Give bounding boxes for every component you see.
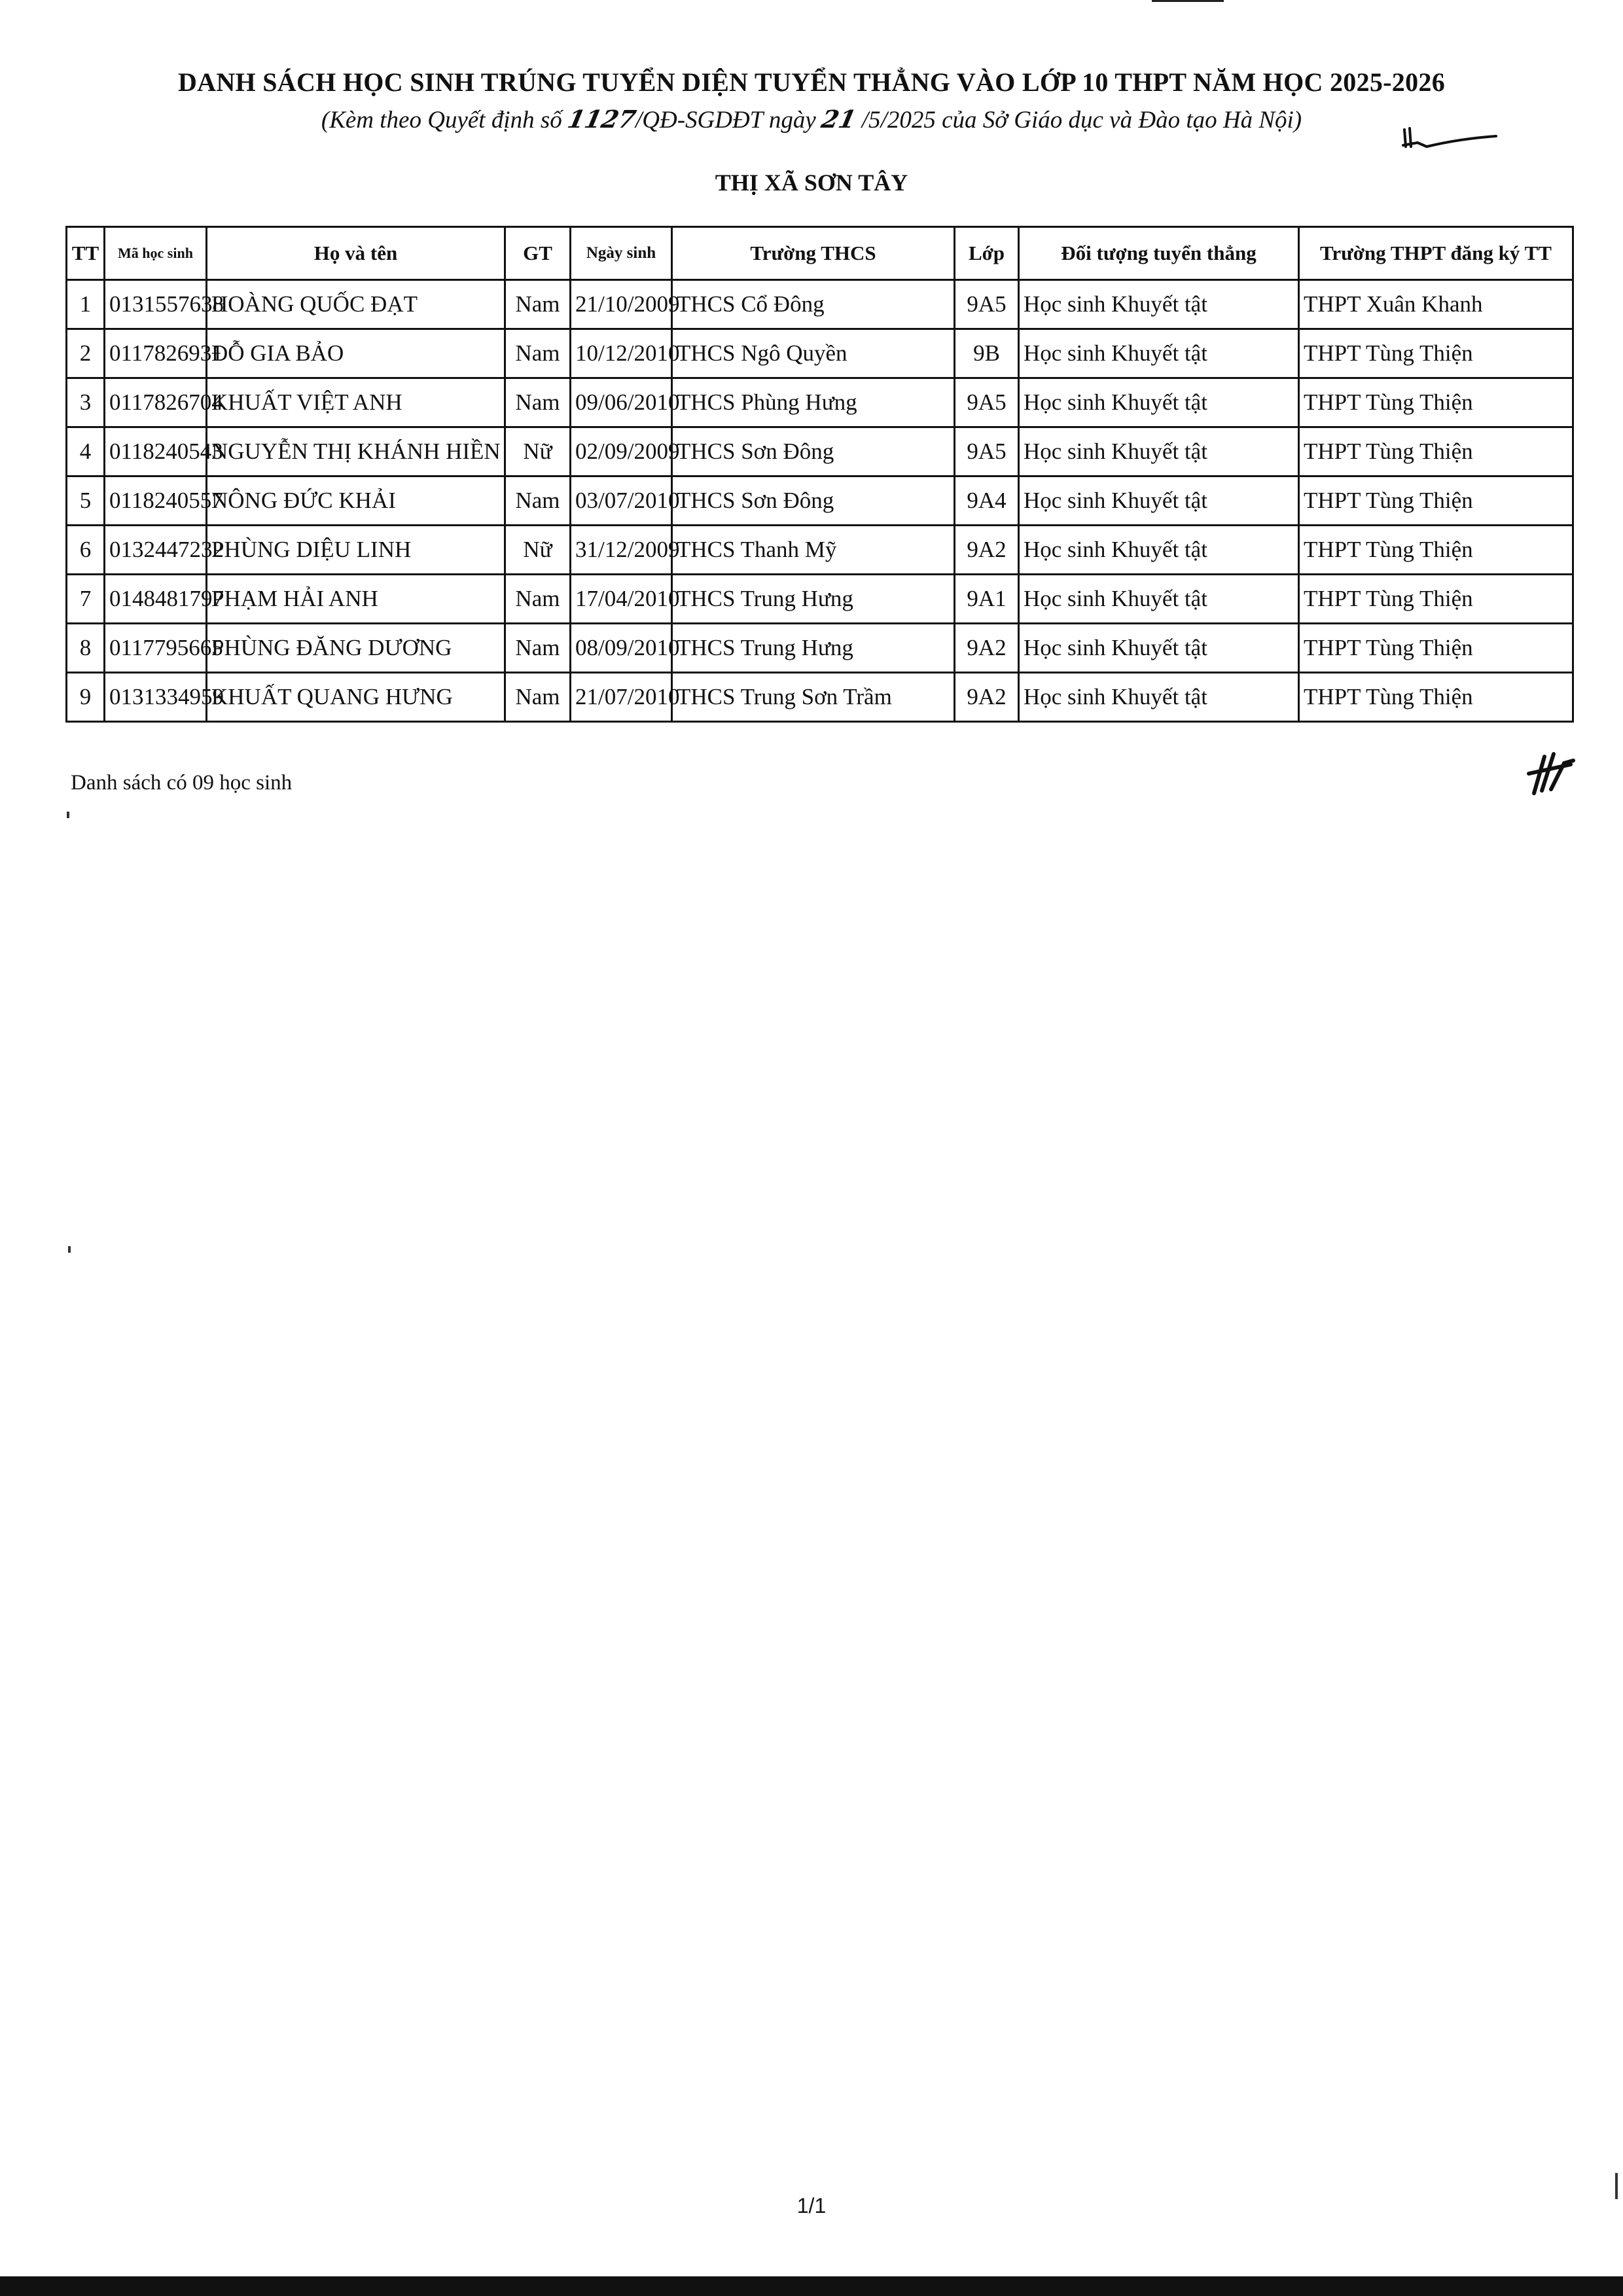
registered-high-school: THPT Tùng Thiện <box>1299 526 1573 575</box>
student-name: NÔNG ĐỨC KHẢI <box>207 476 505 526</box>
student-code: 0117795665 <box>105 624 207 673</box>
table-row <box>67 673 1573 722</box>
header-gender: GT <box>505 227 571 280</box>
date-of-birth: 09/06/2010 <box>571 378 672 427</box>
row-number: 4 <box>67 427 105 476</box>
row-number: 2 <box>67 329 105 378</box>
date-of-birth: 08/09/2010 <box>571 624 672 673</box>
secondary-school: THCS Thanh Mỹ <box>672 526 955 575</box>
class-name: 9A5 <box>955 427 1019 476</box>
subtitle-suffix: /5/2025 của Sở Giáo dục và Đào tạo Hà Nội) <box>855 107 1302 134</box>
class-name: 9B <box>955 329 1019 378</box>
header-student-code: Mã học sinh <box>105 227 207 280</box>
table-row <box>67 329 1573 378</box>
student-name: ĐỖ GIA BẢO <box>207 329 505 378</box>
document-title: DANH SÁCH HỌC SINH TRÚNG TUYỂN DIỆN TUYỂN THẲNG VÀO LỚP 10 THPT NĂM HỌC 2025-2026 <box>177 67 1446 97</box>
handwritten-signature <box>1525 747 1577 800</box>
header-admission-category: Đối tượng tuyển thẳng <box>1019 227 1299 280</box>
secondary-school: THCS Cổ Đông <box>672 280 955 329</box>
date-of-birth: 31/12/2009 <box>571 526 672 575</box>
header-date-of-birth: Ngày sinh <box>571 227 672 280</box>
row-number: 7 <box>67 575 105 624</box>
student-code: 0131334959 <box>105 673 207 722</box>
table-row <box>67 624 1573 673</box>
row-number: 9 <box>67 673 105 722</box>
registered-high-school: THPT Xuân Khanh <box>1299 280 1573 329</box>
class-name: 9A1 <box>955 575 1019 624</box>
admission-category: Học sinh Khuyết tật <box>1019 575 1299 624</box>
admission-category: Học sinh Khuyết tật <box>1019 280 1299 329</box>
summary-count: Danh sách có 09 học sinh <box>71 771 293 795</box>
subtitle-prefix: (Kèm theo Quyết định số <box>321 107 568 134</box>
row-number: 6 <box>67 526 105 575</box>
header-tt: TT <box>67 227 105 280</box>
student-table <box>65 226 1574 723</box>
decision-number: 1127 <box>565 105 639 134</box>
date-of-birth: 21/10/2009 <box>571 280 672 329</box>
admission-category: Học sinh Khuyết tật <box>1019 673 1299 722</box>
secondary-school: THCS Trung Hưng <box>672 624 955 673</box>
class-name: 9A2 <box>955 526 1019 575</box>
gender: Nam <box>505 378 571 427</box>
table-row <box>67 526 1573 575</box>
class-name: 9A5 <box>955 280 1019 329</box>
student-name: HOÀNG QUỐC ĐẠT <box>207 280 505 329</box>
date-of-birth: 21/07/2010 <box>571 673 672 722</box>
gender: Nam <box>505 624 571 673</box>
date-of-birth: 17/04/2010 <box>571 575 672 624</box>
scan-edge-line <box>1152 0 1224 2</box>
registered-high-school: THPT Tùng Thiện <box>1299 575 1573 624</box>
table-header-row <box>67 227 1573 280</box>
registered-high-school: THPT Tùng Thiện <box>1299 427 1573 476</box>
handwritten-initial-mark <box>1400 117 1499 156</box>
table-row <box>67 575 1573 624</box>
student-code: 0148481797 <box>105 575 207 624</box>
student-name: NGUYỄN THỊ KHÁNH HIỀN <box>207 427 505 476</box>
secondary-school: THCS Trung Sơn Trầm <box>672 673 955 722</box>
secondary-school: THCS Phùng Hưng <box>672 378 955 427</box>
admission-category: Học sinh Khuyết tật <box>1019 476 1299 526</box>
admission-category: Học sinh Khuyết tật <box>1019 329 1299 378</box>
admission-category: Học sinh Khuyết tật <box>1019 378 1299 427</box>
secondary-school: THCS Ngô Quyền <box>672 329 955 378</box>
subtitle-middle: /QĐ-SGDĐT ngày <box>635 107 823 134</box>
header-secondary-school: Trường THCS <box>672 227 955 280</box>
student-code: 0118240557 <box>105 476 207 526</box>
decision-day: 21 <box>819 105 859 134</box>
header-full-name: Họ và tên <box>207 227 505 280</box>
row-number: 3 <box>67 378 105 427</box>
table-row <box>67 427 1573 476</box>
header-registered-high-school: Trường THPT đăng ký TT <box>1299 227 1573 280</box>
date-of-birth: 02/09/2009 <box>571 427 672 476</box>
page-number: 1/1 <box>796 2194 827 2217</box>
region-heading: THỊ XÃ SƠN TÂY <box>715 170 908 196</box>
document-subtitle <box>0 105 1623 134</box>
student-name: PHÙNG DIỆU LINH <box>207 526 505 575</box>
registered-high-school: THPT Tùng Thiện <box>1299 378 1573 427</box>
registered-high-school: THPT Tùng Thiện <box>1299 624 1573 673</box>
scan-bottom-edge <box>0 2276 1623 2296</box>
registered-high-school: THPT Tùng Thiện <box>1299 476 1573 526</box>
date-of-birth: 03/07/2010 <box>571 476 672 526</box>
gender: Nam <box>505 280 571 329</box>
gender: Nam <box>505 673 571 722</box>
student-code: 0117826931 <box>105 329 207 378</box>
student-code: 0118240543 <box>105 427 207 476</box>
admission-category: Học sinh Khuyết tật <box>1019 526 1299 575</box>
scan-speck <box>67 812 69 818</box>
row-number: 1 <box>67 280 105 329</box>
class-name: 9A2 <box>955 673 1019 722</box>
student-name: PHẠM HẢI ANH <box>207 575 505 624</box>
student-name: PHÙNG ĐĂNG DƯƠNG <box>207 624 505 673</box>
gender: Nữ <box>505 526 571 575</box>
gender: Nữ <box>505 427 571 476</box>
student-code: 0132447232 <box>105 526 207 575</box>
class-name: 9A4 <box>955 476 1019 526</box>
gender: Nam <box>505 329 571 378</box>
table-row <box>67 378 1573 427</box>
student-name: KHUẤT QUANG HƯNG <box>207 673 505 722</box>
class-name: 9A5 <box>955 378 1019 427</box>
registered-high-school: THPT Tùng Thiện <box>1299 673 1573 722</box>
class-name: 9A2 <box>955 624 1019 673</box>
admission-category: Học sinh Khuyết tật <box>1019 624 1299 673</box>
secondary-school: THCS Sơn Đông <box>672 427 955 476</box>
secondary-school: THCS Trung Hưng <box>672 575 955 624</box>
table-row <box>67 476 1573 526</box>
student-code: 0131557638 <box>105 280 207 329</box>
row-number: 5 <box>67 476 105 526</box>
table-row <box>67 280 1573 329</box>
student-code: 0117826704 <box>105 378 207 427</box>
scan-speck <box>68 1246 71 1253</box>
admission-category: Học sinh Khuyết tật <box>1019 427 1299 476</box>
registered-high-school: THPT Tùng Thiện <box>1299 329 1573 378</box>
gender: Nam <box>505 575 571 624</box>
row-number: 8 <box>67 624 105 673</box>
gender: Nam <box>505 476 571 526</box>
student-name: KHUẤT VIỆT ANH <box>207 378 505 427</box>
header-class: Lớp <box>955 227 1019 280</box>
date-of-birth: 10/12/2010 <box>571 329 672 378</box>
secondary-school: THCS Sơn Đông <box>672 476 955 526</box>
